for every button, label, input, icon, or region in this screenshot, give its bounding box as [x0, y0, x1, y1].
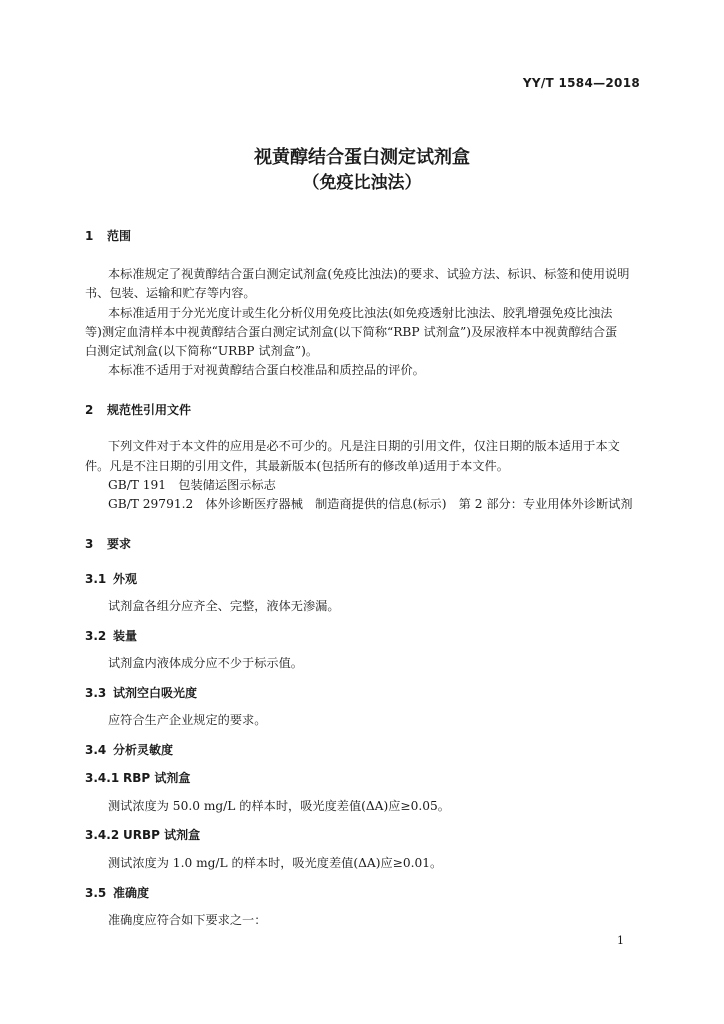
section-title: 规范性引用文件 [107, 403, 192, 417]
subsection-title: RBP 试剂盒 [123, 771, 191, 785]
paragraph-line: 本标准规定了视黄醇结合蛋白测定试剂盒(免疫比浊法)的要求、试验方法、标识、标签和使用说明 [108, 267, 630, 281]
subsection-number: 3.3 [85, 686, 107, 700]
subsection-heading-3-3 [85, 684, 197, 701]
subsection-title: 准确度 [113, 886, 150, 900]
reference-item: GB/T 191 包装储运图示标志 [108, 478, 276, 492]
document-subtitle: （免疫比浊法） [302, 173, 422, 193]
standard-code: YY/T 1584—2018 [522, 76, 640, 90]
section-title: 范围 [107, 229, 132, 243]
paragraph-line: 应符合生产企业规定的要求。 [108, 713, 267, 727]
section-heading-3 [85, 535, 131, 552]
subsection-number: 3.5 [85, 886, 107, 900]
subsection-number: 3.4.2 [85, 828, 120, 842]
subsection-number: 3.4.1 [85, 771, 120, 785]
subsection-number: 3.1 [85, 572, 107, 586]
subsection-heading-3-1 [85, 570, 137, 587]
paragraph-line: 测试浓度为 50.0 mg/L 的样本时，吸光度差值(ΔA)应≥0.05。 [108, 799, 450, 813]
section-title: 要求 [107, 537, 132, 551]
section-number: 3 [85, 537, 94, 551]
paragraph-line: 试剂盒内液体成分应不少于标示值。 [108, 656, 303, 670]
paragraph-line: 等)测定血清样本中视黄醇结合蛋白测定试剂盒(以下简称“RBP 试剂盒”)及尿液样本中视黄醇结合蛋 [85, 325, 618, 339]
subsection-heading-3-5 [85, 884, 149, 901]
paragraph-line: 本标准不适用于对视黄醇结合蛋白校准品和质控品的评价。 [108, 363, 425, 377]
subsection-title: 分析灵敏度 [113, 743, 174, 757]
subsection-number: 3.4 [85, 743, 107, 757]
subsection-heading-3-4-2 [85, 826, 200, 843]
paragraph-line: 白测定试剂盒(以下简称“URBP 试剂盒”)。 [85, 344, 319, 358]
section-number: 1 [85, 229, 94, 243]
subsection-heading-3-4 [85, 741, 173, 758]
subsection-title: 装量 [113, 629, 138, 643]
subsection-heading-3-4-1 [85, 769, 190, 786]
section-number: 2 [85, 403, 94, 417]
subsection-title: 外观 [113, 572, 138, 586]
paragraph-line: 测试浓度为 1.0 mg/L 的样本时，吸光度差值(ΔA)应≥0.01。 [108, 856, 443, 870]
document-title: 视黄醇结合蛋白测定试剂盒 [254, 147, 470, 168]
page-number: 1 [617, 934, 624, 947]
subsection-title: 试剂空白吸光度 [113, 686, 198, 700]
paragraph-line: 试剂盒各组分应齐全、完整，液体无渗漏。 [108, 599, 340, 613]
section-heading-2 [85, 401, 191, 418]
section-heading-1 [85, 227, 131, 244]
paragraph-line: 准确度应符合如下要求之一： [108, 913, 267, 927]
paragraph-line: 件。凡是不注日期的引用文件，其最新版本(包括所有的修改单)适用于本文件。 [85, 459, 509, 473]
subsection-title: URBP 试剂盒 [123, 828, 201, 842]
paragraph-line: 下列文件对于本文件的应用是必不可少的。凡是注日期的引用文件，仅注日期的版本适用于本文 [108, 439, 620, 453]
subsection-heading-3-2 [85, 627, 137, 644]
paragraph-line: 本标准适用于分光光度计或生化分析仪用免疫比浊法(如免疫透射比浊法、胶乳增强免疫比浊法 [108, 306, 613, 320]
reference-item: GB/T 29791.2 体外诊断医疗器械 制造商提供的信息(标示) 第 2 部分：专业用体外诊断试剂 [108, 497, 633, 511]
subsection-number: 3.2 [85, 629, 107, 643]
paragraph-line: 书、包装、运输和贮存等内容。 [85, 286, 256, 300]
